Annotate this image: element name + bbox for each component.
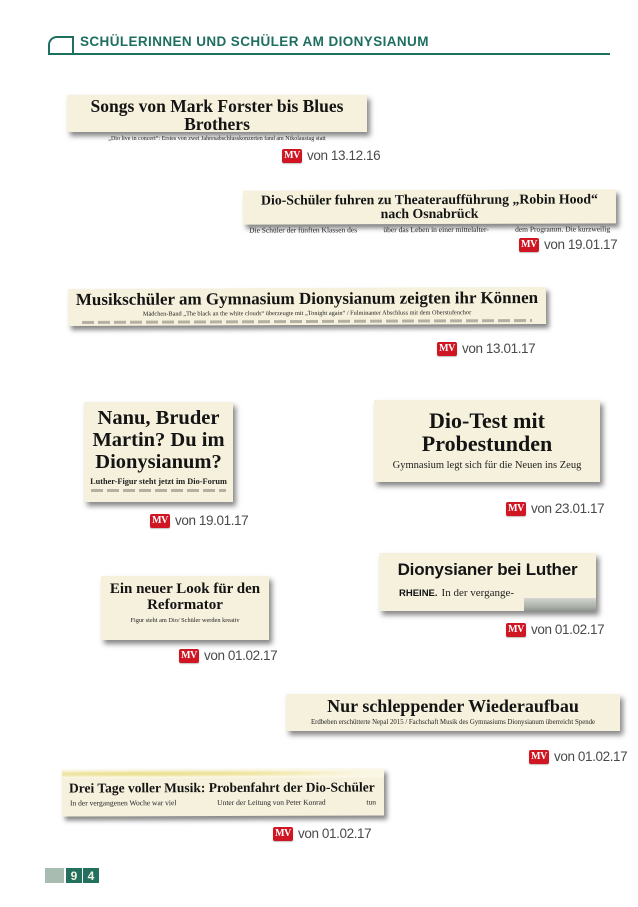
clipping-nanu-bruder-martin <box>84 402 233 502</box>
body-fragment: tun <box>366 797 377 807</box>
page-number-digit: 9 <box>66 868 82 883</box>
mv-newspaper-logo: MV <box>437 342 457 356</box>
clipping-headline: Nur schleppender Wiederaufbau <box>327 696 579 716</box>
clipping-dionysianer-bei-luther <box>379 553 596 611</box>
mv-newspaper-logo: MV <box>179 649 199 663</box>
attribution-date: von 01.02.17 <box>298 826 372 841</box>
attribution-date: von 01.02.17 <box>554 749 628 764</box>
attribution-date: von 23.01.17 <box>531 501 605 516</box>
clipping-headline: Musikschüler am Gymnasium Dionysianum zeigten ihr Können <box>75 287 539 310</box>
attribution-3 <box>437 341 535 356</box>
clipping-headline: Dionysianer bei Luther <box>397 560 578 579</box>
clipping-headline: Dio-Schüler fuhren zu Theateraufführung „Robin Hood“ nach Osnabrück <box>260 191 598 222</box>
clipping-songs-mark-forster <box>67 95 367 142</box>
clipping-subline: „Dio live in concert“: Erstes von zwei Jahresabschlusskonzerten fand am Nikolaustag statt <box>108 135 326 142</box>
cut-text-line <box>91 489 225 492</box>
attribution-2 <box>519 237 617 252</box>
body-text: In der vergange- <box>441 586 515 599</box>
mv-newspaper-logo: MV <box>519 238 539 252</box>
page-number-digit: 4 <box>83 868 99 883</box>
header-tab-bracket <box>48 36 74 54</box>
clipping-probenfahrt <box>62 768 384 816</box>
clipping-headline: Drei Tage voller Musik: Probenfahrt der Dio-Schüler <box>68 779 375 796</box>
mv-newspaper-logo: MV <box>506 502 526 516</box>
mv-newspaper-logo: MV <box>273 827 293 841</box>
attribution-date: von 01.02.17 <box>204 648 278 663</box>
clipping-subline: Figur steht am Dio/ Schüler werden kreativ <box>130 616 240 624</box>
scan-stain <box>62 768 384 778</box>
mv-newspaper-logo: MV <box>506 623 526 637</box>
attribution-4 <box>150 513 248 528</box>
page-number-spacer-block <box>45 868 64 883</box>
clipping-headline: Songs von Mark Forster bis Blues Brothers <box>90 96 344 135</box>
attribution-7 <box>506 622 604 637</box>
body-fragment: In der vergangenen Woche war viel <box>70 798 177 808</box>
attribution-date: von 13.12.16 <box>307 148 381 163</box>
body-fragment: Unter der Leitung von Peter Konrad <box>217 797 326 808</box>
attribution-8 <box>529 749 627 764</box>
clipping-dio-test <box>374 400 600 482</box>
mv-newspaper-logo: MV <box>529 750 549 764</box>
clipping-cutoff-body <box>249 224 611 235</box>
clipping-subline: Mädchen-Band „The black an the white clouds“ überzeugte mit „Tonight again“ / Fulminanter Abschluss mit dem Oberstufenchor <box>142 309 472 318</box>
attribution-9 <box>273 826 371 841</box>
clipping-headline: Ein neuer Look für den Reformator <box>109 581 261 613</box>
body-fragment: Die Schüler der fünften Klassen des <box>249 225 358 235</box>
clipping-neuer-look <box>101 576 269 640</box>
section-title: SCHÜLERINNEN UND SCHÜLER AM DIONYSIANUM <box>80 34 429 49</box>
attribution-6 <box>179 648 277 663</box>
clipping-wiederaufbau <box>286 694 620 731</box>
attribution-date: von 19.01.17 <box>544 237 618 252</box>
clipping-subline: Erdbeben erschütterte Nepal 2015 / Fachschaft Musik des Gymnasiums Dionysianum überreicht Spende <box>310 718 596 726</box>
clipping-headline: Dio-Test mit Probestunden <box>421 408 553 457</box>
section-header <box>48 28 610 55</box>
page-number <box>45 868 100 883</box>
attribution-5 <box>506 501 604 516</box>
mv-newspaper-logo: MV <box>282 149 302 163</box>
attribution-date: von 01.02.17 <box>531 622 605 637</box>
mv-newspaper-logo: MV <box>150 514 170 528</box>
attribution-date: von 19.01.17 <box>175 513 249 528</box>
attribution-date: von 13.01.17 <box>462 341 536 356</box>
clipping-robin-hood <box>243 189 616 235</box>
clipping-subline: Luther-Figur steht jetzt im Dio-Forum <box>90 477 227 487</box>
cut-text-line <box>82 319 531 324</box>
attribution-1 <box>282 148 380 163</box>
body-fragment: über das Leben in einer mittelalter- <box>383 224 489 235</box>
clipping-headline: Nanu, Bruder Martin? Du im Dionysianum? <box>92 407 225 474</box>
body-lead: RHEINE. <box>399 587 438 599</box>
clipping-musikschueler <box>68 287 546 326</box>
clipping-subline: Gymnasium legt sich für die Neuen ins Zeug <box>392 460 582 472</box>
photo-fragment <box>524 598 596 611</box>
clipping-cutoff-body <box>62 799 384 806</box>
body-fragment: dem Programm. Die kurzweilig <box>515 224 611 234</box>
